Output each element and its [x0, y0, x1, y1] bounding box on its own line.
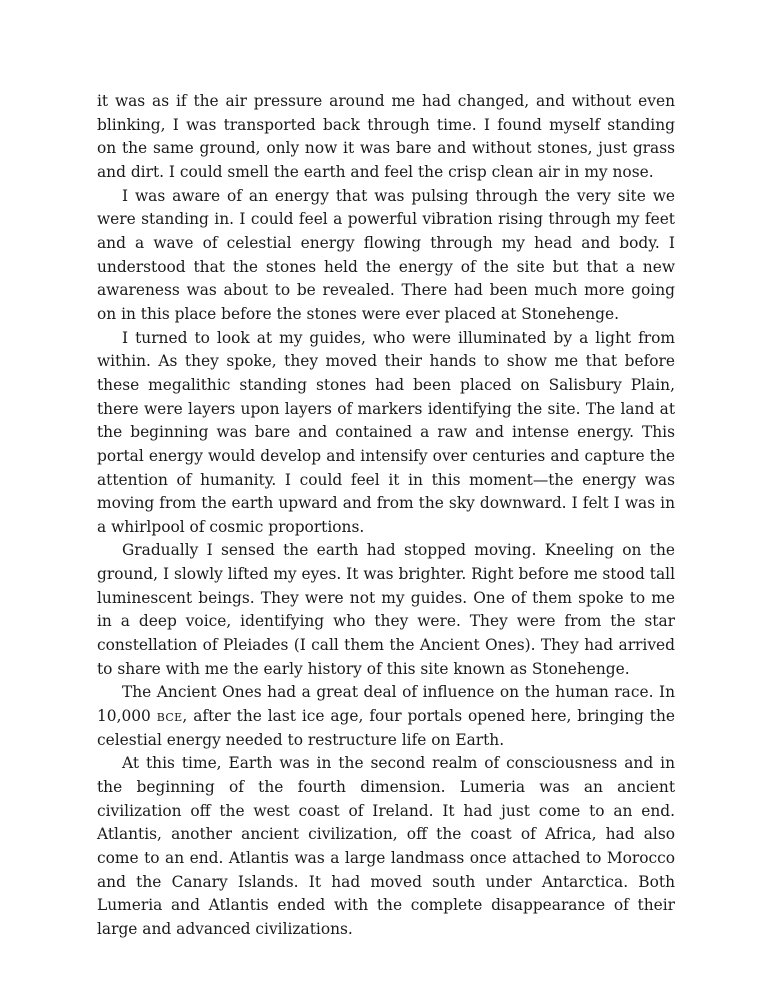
paragraph-5 [97, 681, 675, 752]
era-abbreviation: bce [156, 707, 183, 726]
paragraph-1: it was as if the air pressure around me had changed, and without even blinking, I was transported back through time. I found myself standing on the same ground, only now it was bare and without stones, just grass and dirt. I could smell the earth and feel the crisp clean air in my nose. [97, 92, 675, 181]
paragraph-4: Gradually I sensed the earth had stopped moving. Kneeling on the ground, I slowly lifted my eyes. It was brighter. Right before me stood tall luminescent beings. They were not my guides. One of them spoke to me in a deep voice, identifying who they were. They were from the star constellation of Pleiades (I call them the Ancient Ones). They had arrived to share with me the early history of this site known as Stonehenge. [97, 541, 675, 678]
paragraph-5-text-before: The Ancient Ones had a great deal of influence on the human race. In 10,000 [97, 683, 675, 726]
paragraph-5-text-after: , after the last ice age, four portals opened here, bringing the celestial energy needed to restructure life on Earth. [97, 707, 675, 749]
book-page [97, 90, 675, 942]
paragraph-3: I turned to look at my guides, who were illuminated by a light from within. As they spoke, they moved their hands to show me that before these megalithic standing stones had been placed on Salisbury Plain, there were layers upon layers of markers identifying the site. The land at the beginning was bare and contained a raw and intense energy. This portal energy would develop and intensify over centuries and capture the attention of humanity. I could feel it in this moment—the energy was moving from the earth upward and from the sky downward. I felt I was in a whirlpool of cosmic proportions. [97, 328, 675, 536]
paragraph-2: I was aware of an energy that was pulsing through the very site we were standing in. I could feel a powerful vibration rising through my feet and a wave of celestial energy flowing through my head and body. I understood that the stones held the energy of the site but that a new awareness was about to be revealed. There had been much more going on in this place before the stones were ever placed at Stonehenge. [97, 186, 675, 323]
paragraph-6: At this time, Earth was in the second realm of consciousness and in the beginning of the fourth dimension. Lumeria was an ancient civilization off the west coast of Ireland. It had just come to an end. Atlantis, another ancient civilization, off the coast of Africa, had also come to an end. Atlantis was a large landmass once attached to Morocco and the Canary Islands. It had moved south under Antarctica. Both Lumeria and Atlantis ended with the complete disappearance of their large and advanced civilizations. [97, 754, 675, 938]
